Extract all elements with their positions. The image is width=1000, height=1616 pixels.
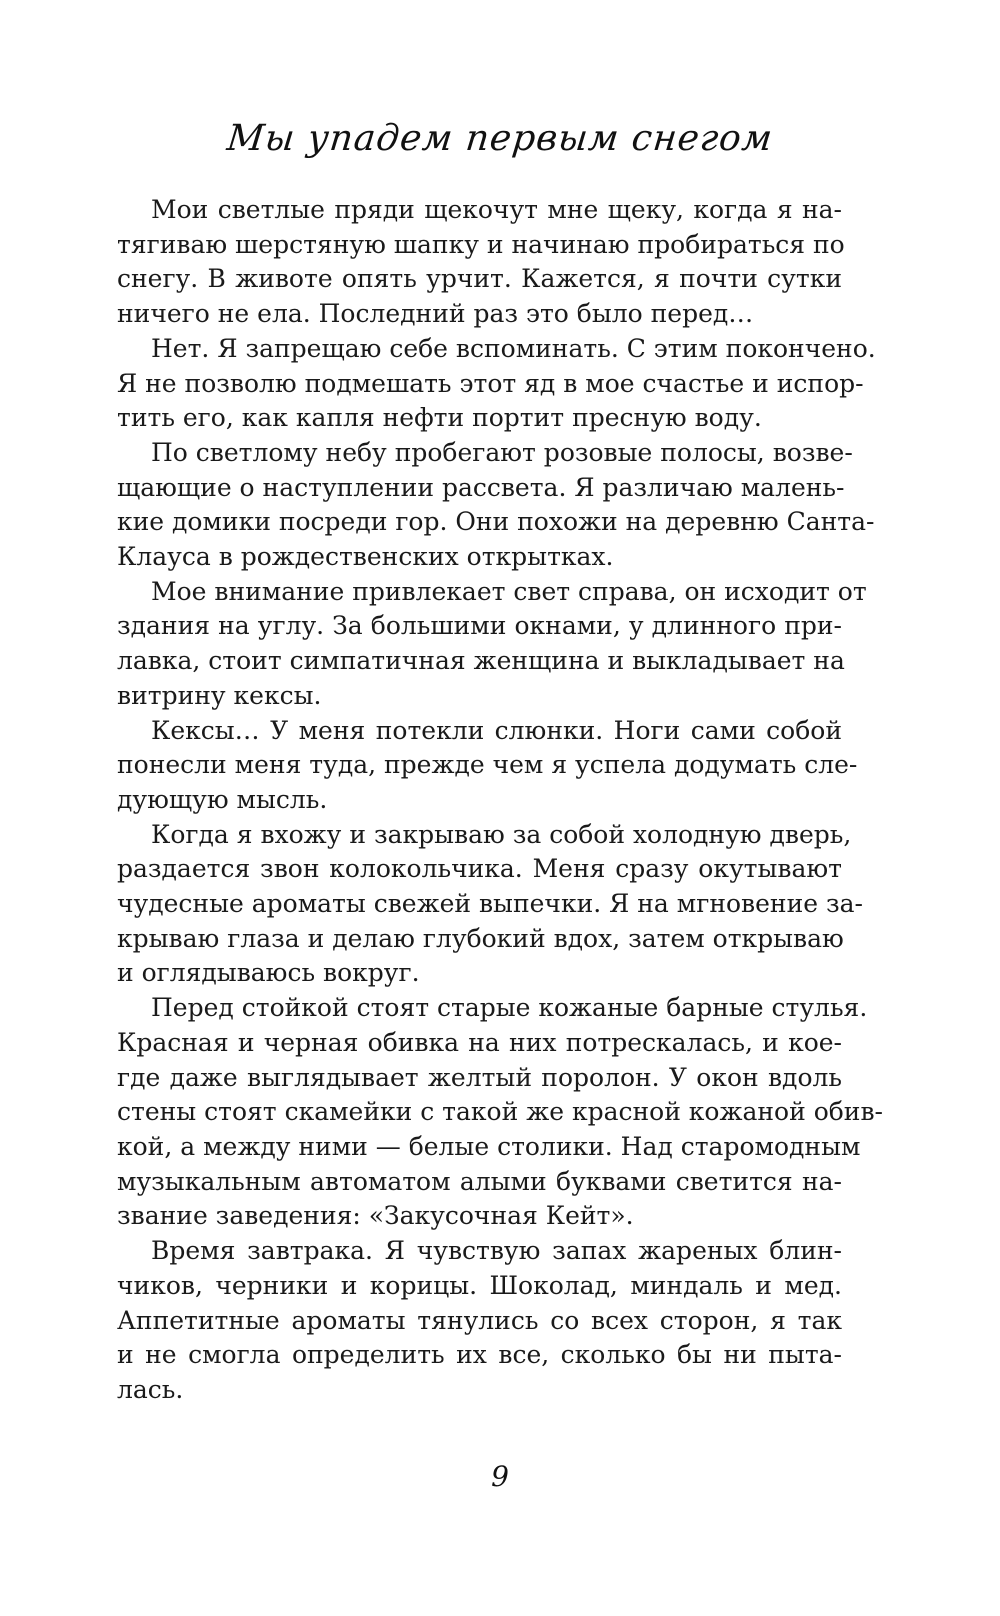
text-line: кой, а между ними — белые столики. Над старомодным [117,1131,861,1161]
text-line: снегу. В животе опять урчит. Кажется, я почти сутки [117,264,842,294]
text-line: и не смогла определить их все, сколько бы ни пыта- [117,1340,842,1370]
text-line: дующую мысль. [117,784,328,814]
text-line: чудесные ароматы свежей выпечки. Я на мгновение за- [117,889,863,919]
text-line: тягиваю шерстяную шапку и начинаю пробираться по [117,229,845,259]
paragraph [117,332,876,436]
text-line: Мои светлые пряди щекочут мне щеку, когда я на- [151,195,842,224]
text-line: понесли меня туда, прежде чем я успела додумать сле- [117,750,858,780]
text-line: лавка, стоит симпатичная женщина и выкладывает на [117,646,845,676]
text-line: крываю глаза и делаю глубокий вдох, затем открываю [117,923,844,953]
paragraph [117,991,883,1234]
text-line: щающие о наступлении рассвета. Я различаю малень- [117,472,845,502]
paragraph [117,193,845,332]
text-line: где даже выглядывает желтый поролон. У окон вдоль [117,1062,842,1092]
text-line: музыкальным автоматом алыми буквами светится на- [117,1166,842,1196]
text-line: здания на углу. За большими окнами, у длинного при- [117,611,842,641]
text-line: Когда я вхожу и закрываю за собой холодную дверь, [151,819,852,849]
paragraph [117,818,863,992]
text-line: лась. [117,1374,184,1404]
running-head-title: Мы упадем первым снегом [225,118,775,159]
text-line: и оглядываюсь вокруг. [117,958,420,988]
text-line: Аппетитные ароматы тянулись со всех сторон, я так [117,1305,842,1335]
text-line: ничего не ела. Последний раз это было перед… [117,299,754,329]
text-line: Мое внимание привлекает свет справа, он исходит от [151,576,867,606]
text-line: чиков, черники и корицы. Шоколад, миндаль и мед. [117,1270,842,1300]
text-line: звание заведения: «Закусочная Кейт». [117,1201,634,1231]
text-line: Время завтрака. Я чувствую запах жареных блин- [151,1236,842,1266]
text-line: Я не позволю подмешать этот яд в мое счастье и испор- [117,368,864,398]
text-line: Клауса в рождественских открытках. [117,542,614,572]
text-line: Перед стойкой стоят старые кожаные барные стулья. [151,993,868,1023]
page-number: 9 [491,1460,509,1493]
text-line: По светлому небу пробегают розовые полосы, возве- [151,437,853,467]
paragraph [117,714,858,818]
paragraph [117,1234,842,1408]
text-line: раздается звон колокольчика. Меня сразу окутывают [117,854,842,884]
text-line: стены стоят скамейки с такой же красной кожаной обив- [117,1097,883,1127]
text-line: витрину кексы. [117,680,322,710]
paragraph [117,436,875,575]
text-line: кие домики посреди гор. Они похожи на деревню Санта- [117,507,875,537]
body-text [117,193,883,1408]
text-line: Красная и черная обивка на них потрескалась, и кое- [117,1027,842,1057]
text-line: тить его, как капля нефти портит пресную воду. [117,403,762,433]
paragraph [117,575,867,714]
text-line: Кексы… У меня потекли слюнки. Ноги сами собой [151,715,842,745]
text-line: Нет. Я запрещаю себе вспоминать. С этим покончено. [151,333,876,363]
